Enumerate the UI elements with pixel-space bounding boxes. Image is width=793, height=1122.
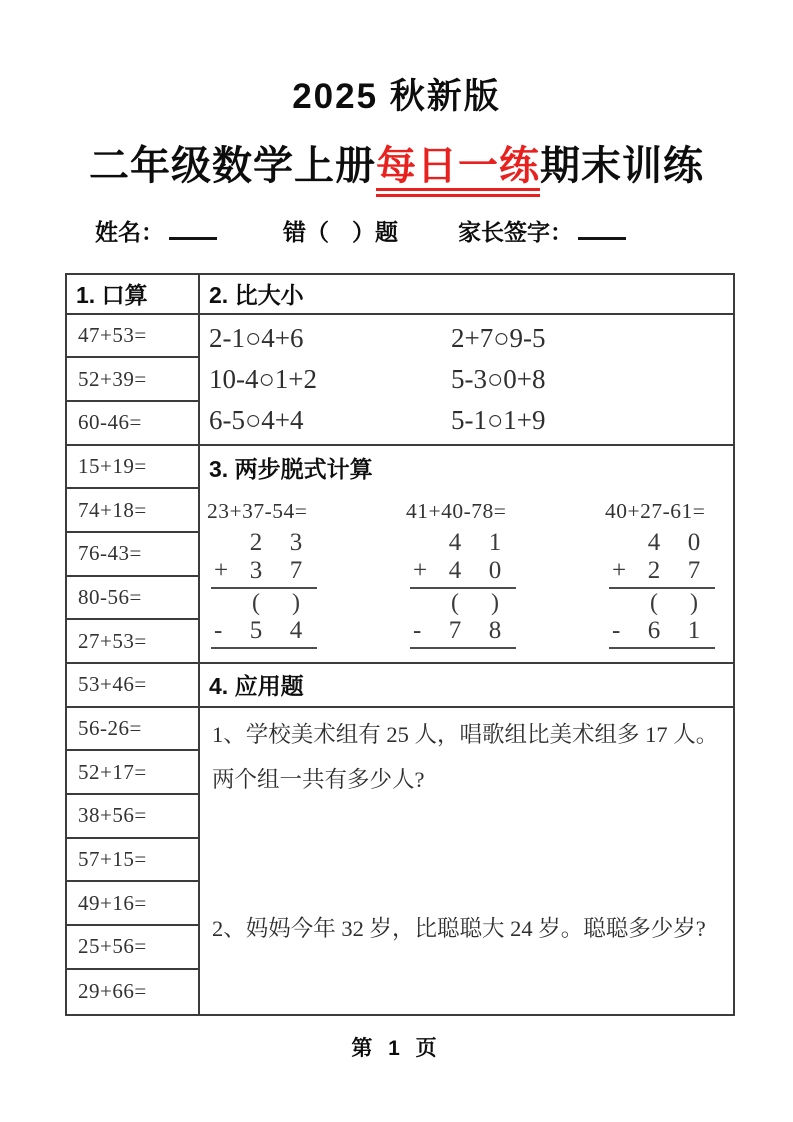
- digit: 7: [289, 556, 303, 584]
- minus-sign: -: [413, 616, 422, 644]
- oral-problem: 76-43=: [67, 533, 198, 577]
- page-title: 2025 秋新版: [292, 77, 501, 116]
- worksheet-table: [65, 273, 735, 1016]
- vertical-calculation: [410, 529, 516, 649]
- oral-calculation-column: [67, 275, 200, 1014]
- two-step-expression: 40+27-61=: [605, 498, 706, 523]
- section-header-two-step: 3. 两步脱式计算: [209, 455, 373, 482]
- two-step-problem: [406, 499, 605, 651]
- plus-sign: +: [413, 556, 428, 584]
- exercise-column: [200, 275, 733, 1014]
- two-step-expression: 41+40-78=: [406, 498, 507, 523]
- oral-problem: 52+17=: [67, 751, 198, 795]
- digit: 2: [249, 528, 263, 556]
- minus-sign: -: [612, 616, 621, 644]
- paren-close: ): [491, 590, 499, 617]
- parent-signature-label: 家长签字：: [458, 218, 573, 245]
- compare-problem: 10-4○1+2: [209, 363, 318, 394]
- digit: 8: [488, 616, 502, 644]
- section-header-oral: 1. 口算: [67, 275, 198, 315]
- digit: 0: [687, 528, 701, 556]
- oral-problem: 49+16=: [67, 882, 198, 926]
- digit: 4: [647, 528, 661, 556]
- compare-problem: 6-5○4+4: [209, 404, 304, 435]
- sum-rule-line: [211, 587, 317, 589]
- oral-problem: 80-56=: [67, 577, 198, 621]
- sum-rule-line: [410, 587, 516, 589]
- compare-problem: 2+7○9-5: [451, 322, 546, 353]
- oral-problem: 38+56=: [67, 795, 198, 839]
- sum-rule-line: [609, 587, 715, 589]
- compare-row: [200, 364, 733, 395]
- compare-problem: 5-3○0+8: [451, 363, 546, 394]
- section-header-compare: 2. 比大小: [200, 275, 733, 315]
- oral-problem: 25+56=: [67, 926, 198, 970]
- compare-problem: 2-1○4+6: [209, 322, 304, 353]
- digit: 3: [249, 556, 263, 584]
- two-step-expression: 23+37-54=: [207, 498, 308, 523]
- plus-sign: +: [214, 556, 229, 584]
- paren-close: ): [292, 590, 300, 617]
- digit: 3: [289, 528, 303, 556]
- two-step-section: [200, 446, 733, 665]
- subtitle-highlight: 每日一练: [376, 144, 540, 197]
- info-row: [95, 214, 793, 247]
- two-step-problem: [207, 499, 406, 651]
- page-number: 第 1 页: [351, 1036, 442, 1060]
- oral-problem: 52+39=: [67, 358, 198, 402]
- digit: 5: [249, 616, 263, 644]
- page-subtitle: [0, 142, 793, 190]
- digit: 1: [687, 616, 701, 644]
- digit: 4: [289, 616, 303, 644]
- oral-problem: 57+15=: [67, 839, 198, 883]
- digit: 1: [488, 528, 502, 556]
- vertical-calculation: [609, 529, 715, 649]
- digit: 7: [448, 616, 462, 644]
- name-label: 姓名：: [95, 218, 164, 245]
- oral-problem: 27+53=: [67, 620, 198, 664]
- subtitle-suffix: 期末训练: [540, 143, 704, 188]
- compare-row: [200, 323, 733, 354]
- result-rule-line: [410, 647, 516, 649]
- word-problem: 2、妈妈今年 32 岁，比聪聪大 24 岁。聪聪多少岁?: [212, 915, 706, 941]
- paren-close: ): [690, 590, 698, 617]
- result-rule-line: [211, 647, 317, 649]
- two-step-blocks: [200, 484, 733, 651]
- digit: 7: [687, 556, 701, 584]
- compare-problem: 5-1○1+9: [451, 404, 546, 435]
- oral-problem: 74+18=: [67, 489, 198, 533]
- compare-row: [200, 405, 733, 436]
- name-field: [95, 214, 217, 247]
- paren-open: (: [650, 590, 658, 617]
- word-problem: 1、学校美术组有 25 人，唱歌组比美术组多 17 人。两个组一共有多少人?: [212, 721, 719, 792]
- section-header-application: 4. 应用题: [200, 664, 733, 708]
- digit: 6: [647, 616, 661, 644]
- result-rule-line: [609, 647, 715, 649]
- application-section: [200, 708, 733, 1014]
- digit: 0: [488, 556, 502, 584]
- name-blank-line: [169, 219, 217, 240]
- minus-sign: -: [214, 616, 223, 644]
- digit: 4: [448, 528, 462, 556]
- paren-open: (: [252, 590, 260, 617]
- oral-problem: 47+53=: [67, 315, 198, 359]
- compare-section: [200, 315, 733, 446]
- oral-problem: 29+66=: [78, 979, 147, 1004]
- two-step-problem: [605, 499, 715, 651]
- oral-problem: 60-46=: [67, 402, 198, 446]
- signature-blank-line: [578, 219, 626, 240]
- oral-problem: 56-26=: [67, 708, 198, 752]
- vertical-calculation: [211, 529, 317, 649]
- subtitle-prefix: 二年级数学上册: [89, 143, 376, 188]
- digit: 4: [448, 556, 462, 584]
- parent-signature-field: [458, 214, 626, 247]
- plus-sign: +: [612, 556, 627, 584]
- wrong-count-label: 错（ ）题: [283, 218, 398, 245]
- paren-open: (: [451, 590, 459, 617]
- digit: 2: [647, 556, 661, 584]
- oral-problem: 15+19=: [67, 446, 198, 490]
- oral-problem: 53+46=: [67, 664, 198, 708]
